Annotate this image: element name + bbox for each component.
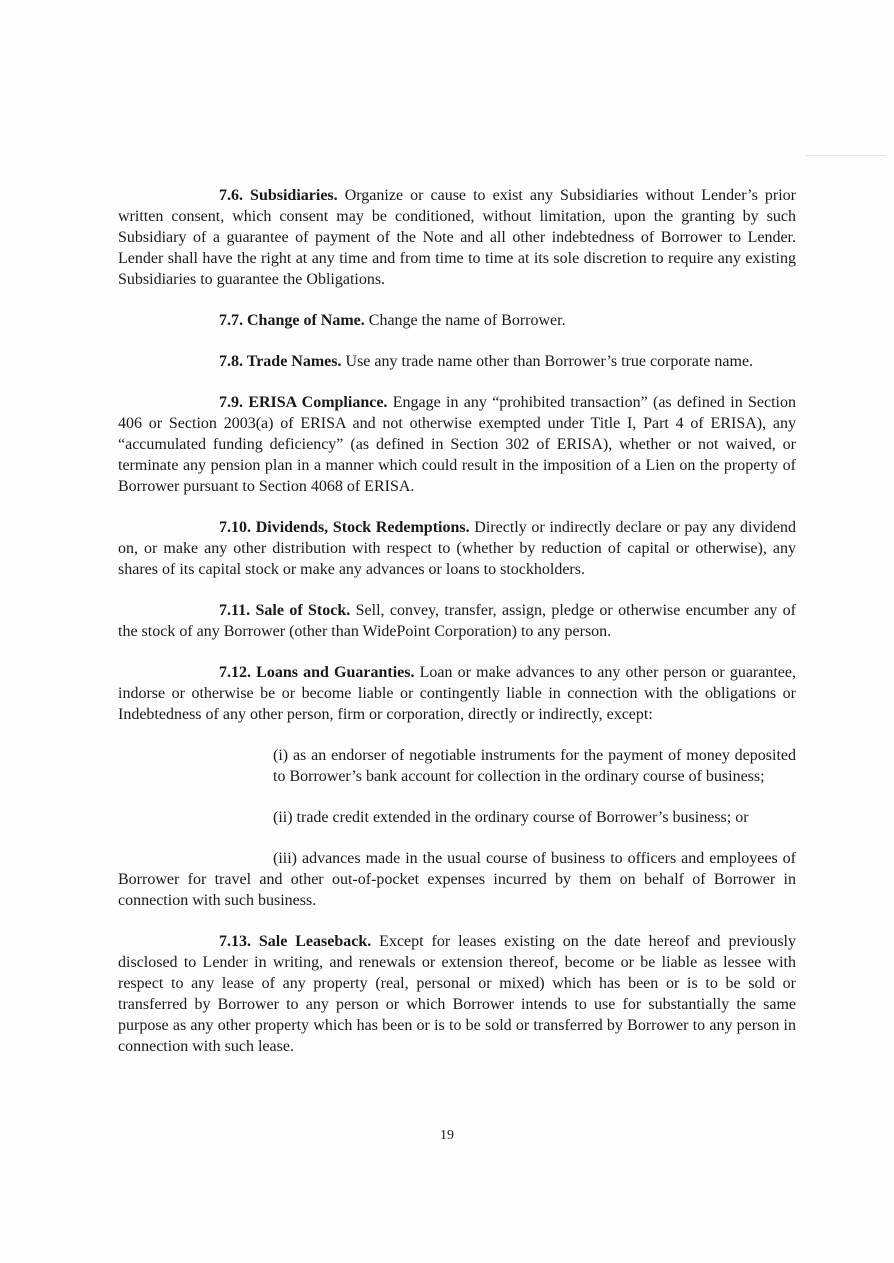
section-7-11-text: Sell, convey, transfer, assign, pledge or otherwise encumber any of the stock of any Borrower (other than WidePoint Corporation) to any person.: [118, 602, 796, 640]
section-7-7-text: Change the name of Borrower.: [364, 312, 566, 329]
section-7-7: [118, 310, 796, 331]
section-7-10: [118, 517, 796, 580]
section-7-6: [118, 185, 796, 290]
section-7-10-text: Directly or indirectly declare or pay any dividend on, or make any other distribution with respect to (whether by reduction of capital or otherwise), any shares of its capital stock or make any advances or loans to stockholders.: [118, 519, 796, 578]
section-7-8-heading: 7.8. Trade Names.: [219, 353, 342, 370]
section-7-12-item-iii: (iii) advances made in the usual course of business to officers and employees of Borrower for travel and other out-of-pocket expenses incurred by them on behalf of Borrower in connection with such business.: [118, 850, 796, 909]
section-7-11: [118, 600, 796, 642]
section-7-8-text: Use any trade name other than Borrower’s true corporate name.: [341, 353, 754, 370]
section-7-12-item-i: (i) as an endorser of negotiable instruments for the payment of money deposited to Borrower’s bank account for collection in the ordinary course of business;: [273, 747, 796, 785]
document-body: [118, 185, 796, 1077]
section-7-6-text: Organize or cause to exist any Subsidiaries without Lender’s prior written consent, which consent may be conditioned, without limitation, upon the granting by such Subsidiary of a guarantee of payment of the Note and all other indebtedness of Borrower to Lender. Lender shall have the right at any time and from time to time at its sole discretion to require any existing Subsidiaries to guarantee the Obligations.: [118, 187, 797, 288]
section-7-12-item-ii: (ii) trade credit extended in the ordinary course of Borrower’s business; or: [273, 809, 749, 826]
section-7-9-text: Engage in any “prohibited transaction” (as defined in Section 406 or Section 2003(a) of ERISA and not otherwise exempted under Title I, Part 4 of ERISA), any “accumulated funding deficiency” (as defined in Section 302 of ERISA), whether or not waived, or terminate any pension plan in a manner which could result in the imposition of a Lien on the property of Borrower pursuant to Section 4068 of ERISA.: [118, 394, 796, 495]
section-7-13-text: Except for leases existing on the date hereof and previously disclosed to Lender in writing, and renewals or extension thereof, become or be liable as lessee with respect to any lease of any property (real, personal or mixed) which has been or is to be sold or transferred by Borrower to any person or which Borrower intends to use for substantially the same purpose as any other property which has been or is to be sold or transferred by Borrower to any person in connection with such lease.: [118, 933, 796, 1055]
section-7-8: [118, 351, 796, 372]
section-7-9-heading: 7.9. ERISA Compliance.: [219, 394, 388, 411]
section-7-12-text: Loan or make advances to any other person or guarantee, indorse or otherwise be or become liable or contingently liable in connection with the obligations or Indebtedness of any other person, firm or corporation, directly or indirectly, except:: [118, 664, 796, 723]
section-7-11-heading: 7.11. Sale of Stock.: [219, 602, 351, 619]
section-7-9: [118, 392, 796, 497]
section-7-7-heading: 7.7. Change of Name.: [219, 312, 365, 329]
section-7-10-heading: 7.10. Dividends, Stock Redemptions.: [219, 519, 470, 536]
section-7-12-heading: 7.12. Loans and Guaranties.: [219, 664, 415, 681]
section-7-13-heading: 7.13. Sale Leaseback.: [219, 933, 372, 950]
page-number: 19: [440, 1128, 454, 1143]
section-7-13: [118, 931, 796, 1057]
section-7-6-heading: 7.6. Subsidiaries.: [219, 187, 338, 204]
section-7-12: [118, 662, 796, 725]
scan-artifact-line: [806, 155, 886, 156]
